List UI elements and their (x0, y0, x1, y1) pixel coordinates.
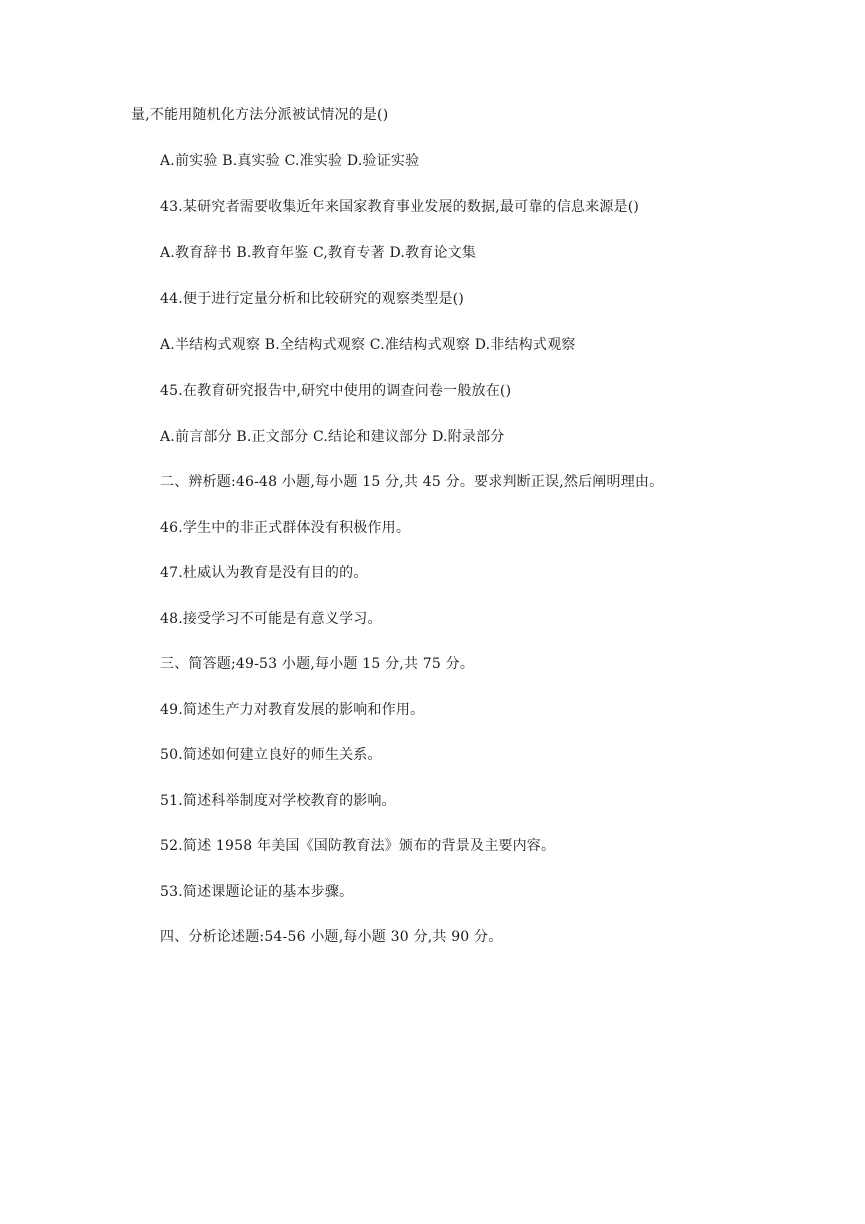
options-q42: A.前实验 B.真实验 C.准实验 D.验证实验 (160, 153, 420, 169)
question-51: 51.简述科举制度对学校教育的影响。 (160, 793, 396, 809)
text-line-continuation: 量,不能用随机化方法分派被试情况的是() (131, 107, 389, 123)
question-47: 47.杜威认为教育是没有目的的。 (160, 565, 368, 581)
section-heading-4: 四、分析论述题:54-56 小题,每小题 30 分,共 90 分。 (160, 929, 503, 945)
question-53: 53.简述课题论证的基本步骤。 (160, 884, 354, 900)
question-50: 50.简述如何建立良好的师生关系。 (160, 747, 382, 763)
section-heading-2: 二、辨析题:46-48 小题,每小题 15 分,共 45 分。要求判断正误,然后阐明理由。 (160, 474, 664, 490)
question-45: 45.在教育研究报告中,研究中使用的调查问卷一般放在() (160, 383, 512, 399)
question-52: 52.简述 1958 年美国《国防教育法》颁布的背景及主要内容。 (160, 838, 556, 854)
question-43: 43.某研究者需要收集近年来国家教育事业发展的数据,最可靠的信息来源是() (160, 199, 640, 215)
options-q44: A.半结构式观察 B.全结构式观察 C.准结构式观察 D.非结构式观察 (160, 337, 576, 353)
section-heading-3: 三、简答题;49-53 小题,每小题 15 分,共 75 分。 (160, 656, 475, 672)
options-q43: A.教育辞书 B.教育年鉴 C,教育专著 D.教育论文集 (160, 245, 477, 261)
question-49: 49.简述生产力对教育发展的影响和作用。 (160, 702, 425, 718)
question-44: 44.便于进行定量分析和比较研究的观察类型是() (160, 291, 464, 307)
question-48: 48.接受学习不可能是有意义学习。 (160, 611, 382, 627)
question-46: 46.学生中的非正式群体没有积极作用。 (160, 520, 411, 536)
options-q45: A.前言部分 B.正文部分 C.结论和建议部分 D.附录部分 (160, 429, 505, 445)
